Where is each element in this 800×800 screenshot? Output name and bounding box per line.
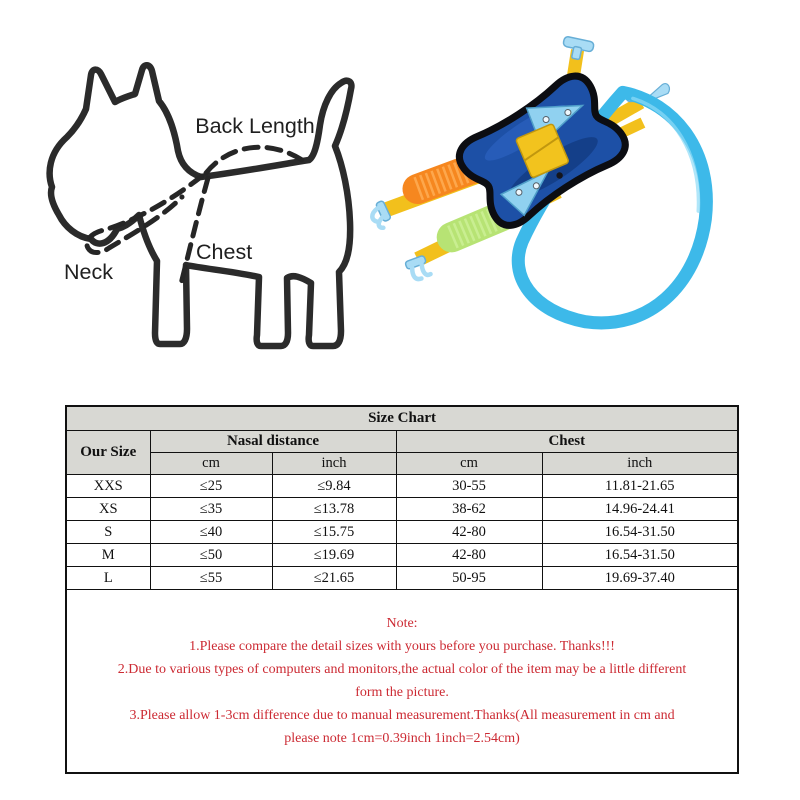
table-row-m	[66, 544, 738, 567]
chest-cm-value: 42-80	[396, 544, 542, 567]
nasal-inch-value: ≤13.78	[272, 498, 396, 521]
dog-measurement-diagram	[22, 45, 377, 355]
table-row-s	[66, 521, 738, 544]
nasal-cm-value: ≤35	[150, 498, 272, 521]
size-label: S	[66, 521, 150, 544]
table-row-xxs	[66, 475, 738, 498]
table-row-l	[66, 567, 738, 590]
chest-cm-value: 42-80	[396, 521, 542, 544]
note-section	[66, 590, 738, 774]
column-group-nasal-distance: Nasal distance	[150, 431, 396, 453]
size-label: M	[66, 544, 150, 567]
nasal-cm-value: ≤55	[150, 567, 272, 590]
chest-cm-value: 38-62	[396, 498, 542, 521]
column-header-our-size: Our Size	[66, 431, 150, 475]
halo-ring-highlight	[633, 98, 699, 211]
chest-inch-value: 16.54-31.50	[542, 544, 738, 567]
nasal-inch-value: ≤19.69	[272, 544, 396, 567]
product-photo-halo-harness	[368, 28, 773, 360]
unit-header-chest-cm: cm	[396, 453, 542, 475]
chest-cm-value: 50-95	[396, 567, 542, 590]
note-line-3b: please note 1cm=0.39inch 1inch=2.54cm)	[284, 731, 520, 746]
column-group-chest: Chest	[396, 431, 738, 453]
note-line-3: 3.Please allow 1-3cm difference due to manual measurement.Thanks(All measurement in cm and	[129, 708, 675, 723]
chest-inch-value: 11.81-21.65	[542, 475, 738, 498]
chest-label: Chest	[196, 240, 253, 264]
chest-inch-value: 19.69-37.40	[542, 567, 738, 590]
note-line-2: 2.Due to various types of computers and monitors,the actual color of the item may be a little different	[117, 662, 687, 677]
back-length-label: Back Length	[195, 114, 315, 138]
unit-header-nasal-cm: cm	[150, 453, 272, 475]
nasal-cm-value: ≤50	[150, 544, 272, 567]
chest-cm-value: 30-55	[396, 475, 542, 498]
neck-label: Neck	[64, 260, 113, 284]
note-heading: Note:	[386, 616, 418, 631]
nasal-inch-value: ≤21.65	[272, 567, 396, 590]
nasal-cm-value: ≤25	[150, 475, 272, 498]
table-row-xs	[66, 498, 738, 521]
unit-header-nasal-inch: inch	[272, 453, 396, 475]
note-line-1: 1.Please compare the detail sizes with yours before you purchase. Thanks!!!	[189, 639, 615, 654]
anchor-clip-icon	[561, 36, 595, 62]
chest-inch-value: 16.54-31.50	[542, 521, 738, 544]
size-chart-title: Size Chart	[66, 406, 738, 431]
nasal-inch-value: ≤15.75	[272, 521, 396, 544]
harness-pad	[453, 69, 632, 232]
size-label: XXS	[66, 475, 150, 498]
note-text-block	[67, 590, 737, 772]
nasal-inch-value: ≤9.84	[272, 475, 396, 498]
unit-header-chest-inch: inch	[542, 453, 738, 475]
size-chart-table	[65, 405, 739, 774]
nasal-cm-value: ≤40	[150, 521, 272, 544]
chest-inch-value: 14.96-24.41	[542, 498, 738, 521]
size-label: XS	[66, 498, 150, 521]
size-label: L	[66, 567, 150, 590]
note-line-2b: form the picture.	[355, 685, 449, 700]
